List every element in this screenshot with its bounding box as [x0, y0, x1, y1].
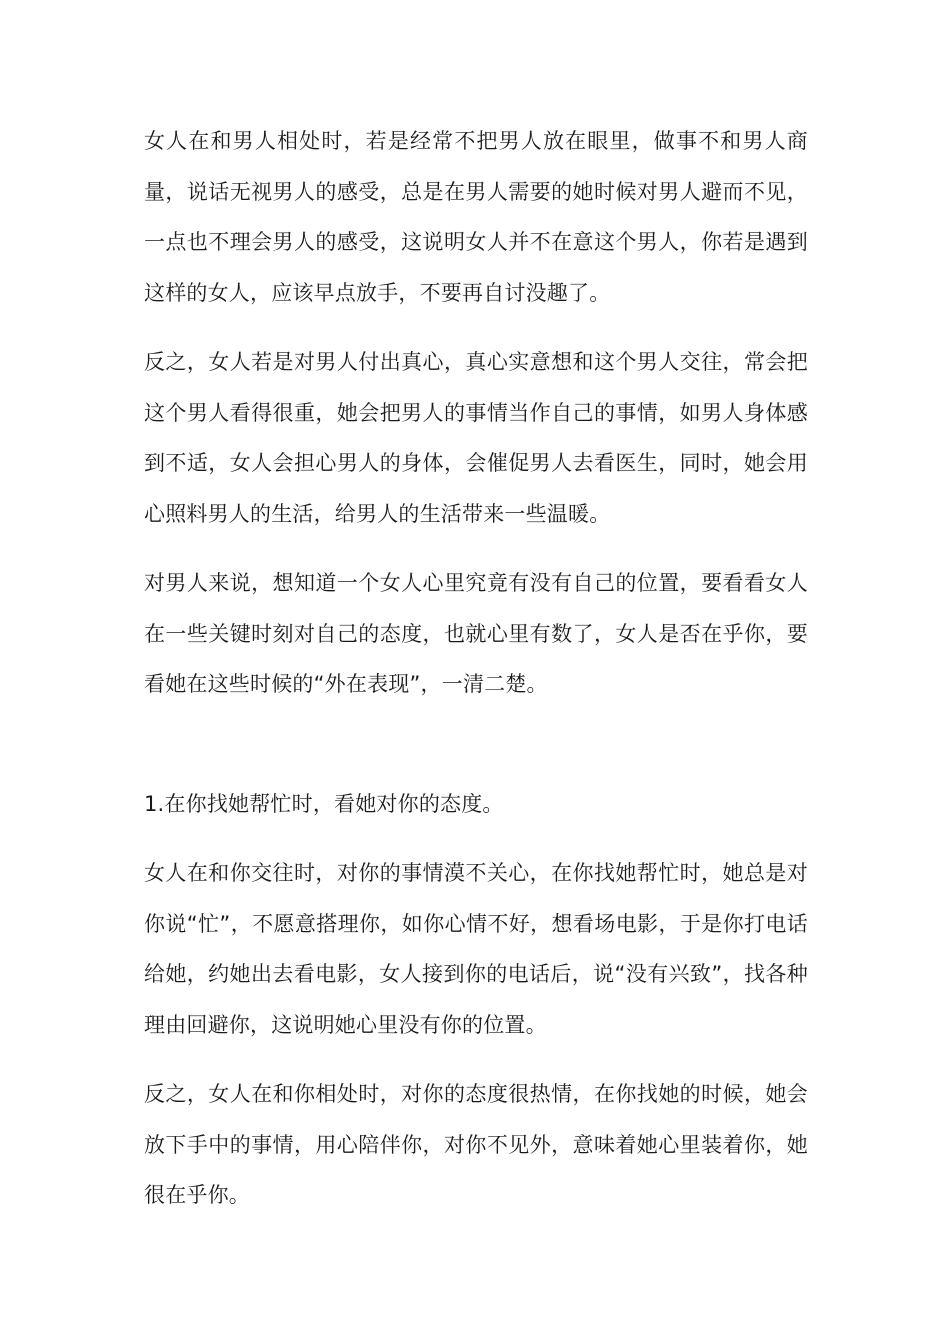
- section-heading: 1.在你找她帮忙时，看她对你的态度。: [144, 791, 504, 816]
- paragraph-contrast: 反之，女人若是对男人付出真心，真心实意想和这个男人交往，常会把这个男人看得很重，她会把男人的事情当作自己的事情，如男人身体感到不适，女人会担心男人的身体，会催促男人去看医生，同时，她会用心照料男人的生活，给男人的生活带来一些温暖。: [144, 350, 808, 526]
- document-body: [144, 116, 808, 1221]
- paragraph-summary: 对男人来说，想知道一个女人心里究竟有没有自己的位置，要看看女人在一些关键时刻对自己的态度，也就心里有数了，女人是否在乎你，要看她在这些时候的“外在表现”，一清二楚。: [144, 571, 808, 696]
- paragraph-example: 女人在和你交往时，对你的事情漠不关心，在你找她帮忙时，她总是对你说“忙”，不愿意搭理你，如你心情不好，想看场电影，于是你打电话给她，约她出去看电影，女人接到你的电话后，说“没有兴致”，找各种理由回避你，这说明她心里没有你的位置。: [144, 861, 808, 1037]
- paragraph-conclusion: 反之，女人在和你相处时，对你的态度很热情，在你找她的时候，她会放下手中的事情，用心陪伴你，对你不见外，意味着她心里装着你，她很在乎你。: [144, 1082, 808, 1207]
- paragraph-intro: 女人在和男人相处时，若是经常不把男人放在眼里，做事不和男人商量，说话无视男人的感受，总是在男人需要的她时候对男人避而不见，一点也不理会男人的感受，这说明女人并不在意这个男人，你若是遇到这样的女人，应该早点放手，不要再自讨没趣了。: [144, 129, 808, 305]
